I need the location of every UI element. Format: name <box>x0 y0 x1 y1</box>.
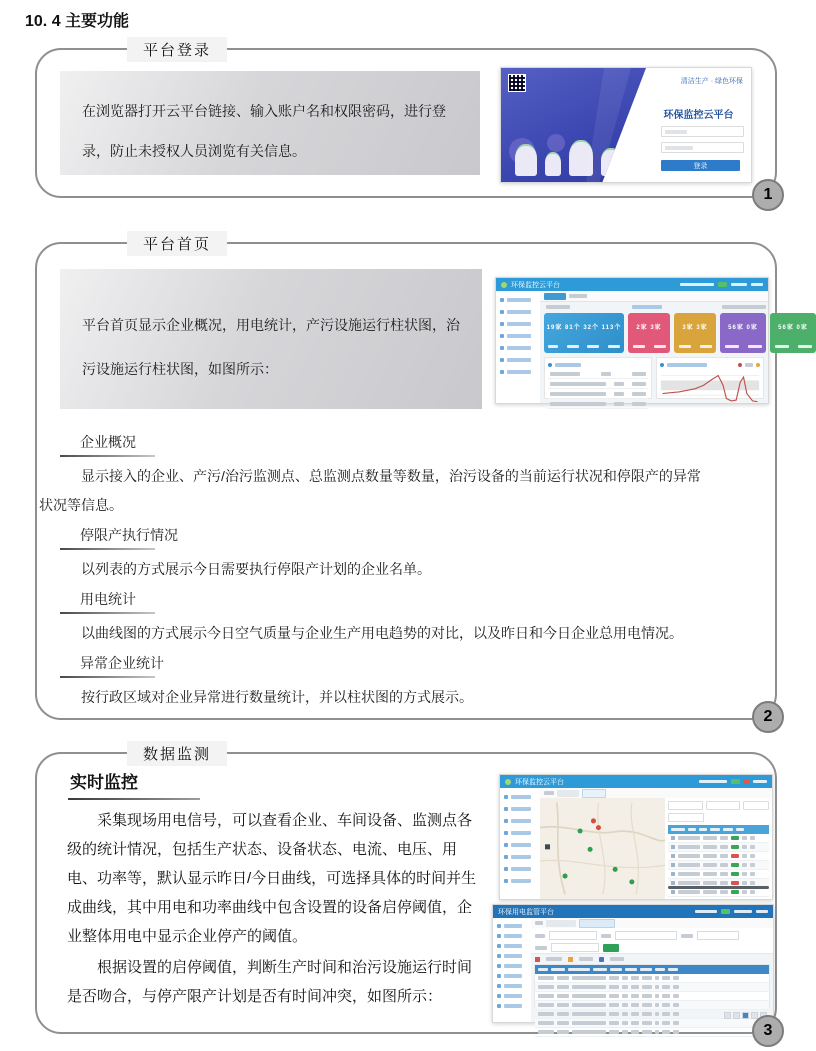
table-row <box>668 888 769 897</box>
shutdown-list-panel <box>544 357 652 399</box>
enterprise-select <box>615 931 677 940</box>
row-index <box>671 845 675 849</box>
heading-underline <box>60 676 155 678</box>
shutdown-labels <box>628 345 670 348</box>
sidebar-item <box>496 366 540 378</box>
status-chip <box>731 890 739 894</box>
row-index <box>671 890 675 894</box>
sidebar-item-text <box>504 964 522 968</box>
sidebar-item-text <box>511 855 531 859</box>
login-slogan: 清洁生产 · 绿色环保 <box>680 78 743 85</box>
placeholder-text <box>665 130 687 134</box>
sidebar-item <box>493 921 531 931</box>
section-header-text <box>546 305 570 309</box>
sidebar-item-icon <box>504 879 508 883</box>
sidebar-item-text <box>511 819 531 823</box>
sidebar-item-text <box>504 954 522 958</box>
table-row <box>668 861 769 870</box>
subsection-text: 以曲线图的方式展示今日空气质量与企业生产用电趋势的对比，以及昨日和今日企业总用电情况。 <box>81 625 683 641</box>
legend-dot-red <box>738 363 742 367</box>
marker-red <box>591 818 596 823</box>
realtime-paragraph-2: 根据设置的启停阈值，判断生产时间和治污设施运行时间是否吻合，与停产限产计划是否有时间冲突，如图所示： <box>67 959 473 1005</box>
qr-code-icon <box>508 74 526 92</box>
sidebar-item-icon <box>504 867 508 871</box>
sidebar-item <box>493 941 531 951</box>
realtime-text <box>67 806 481 1013</box>
table-row <box>535 974 769 983</box>
sidebar-item <box>496 342 540 354</box>
filter-input <box>668 801 702 810</box>
table-row <box>535 1019 769 1028</box>
panel-title-text <box>667 363 707 367</box>
heading-underline <box>60 612 155 614</box>
legend-dot-orange <box>756 363 760 367</box>
type-select <box>697 931 739 940</box>
cooling-tower-illustration <box>545 152 561 176</box>
table-appbar <box>493 905 773 918</box>
page-button <box>733 1012 740 1019</box>
sidebar-item-icon <box>500 298 504 302</box>
sidebar-item <box>500 839 540 851</box>
sidebar-item <box>496 354 540 366</box>
legend-red <box>535 957 540 962</box>
realtime-heading: 实时监控 <box>70 773 138 792</box>
table-app-title: 环保用电监管平台 <box>498 908 554 916</box>
table-row <box>668 834 769 843</box>
section-login-label: 平台登录 <box>127 37 227 62</box>
marker-dark <box>545 844 550 849</box>
sidebar-item-text <box>511 795 531 799</box>
date-input <box>549 931 597 940</box>
table-row <box>535 983 769 992</box>
login-summary-block <box>60 71 480 175</box>
subsection-text: 按行政区域对企业异常进行数量统计，并以柱状图的方式展示。 <box>81 689 473 705</box>
sidebar-item <box>496 330 540 342</box>
login-screenshot <box>500 67 752 183</box>
list-item <box>548 399 648 409</box>
section-monitoring-label: 数据监测 <box>127 741 227 766</box>
dashboard-screenshot <box>495 277 808 404</box>
sidebar-item-icon <box>504 819 508 823</box>
stat-card-treat-facility <box>770 313 816 353</box>
row-index <box>671 836 675 840</box>
table-filter-area <box>531 928 773 954</box>
sidebar-item <box>500 803 540 815</box>
table-sidebar <box>493 918 532 1022</box>
sidebar-item <box>500 875 540 887</box>
map-table-header <box>668 825 769 834</box>
panel-header <box>548 361 648 369</box>
sidebar-item-icon <box>497 994 501 998</box>
table-row <box>668 852 769 861</box>
map-filters-2 <box>668 813 769 822</box>
sidebar-item-icon <box>500 358 504 362</box>
sidebar-item-text <box>504 934 522 938</box>
app-logo-icon <box>501 282 507 288</box>
sidebar-item <box>496 306 540 318</box>
sidebar-item-text <box>507 310 531 314</box>
filter-row <box>535 931 769 940</box>
sidebar-item-text <box>511 867 531 871</box>
sidebar-item-icon <box>500 310 504 314</box>
sidebar-item-text <box>504 974 522 978</box>
table-row <box>668 843 769 852</box>
sidebar-item <box>500 827 540 839</box>
appbar-menu-text <box>751 283 763 286</box>
dashboard-tabbar <box>540 291 768 302</box>
list-header-row <box>548 369 648 379</box>
status-chip <box>731 836 739 840</box>
list-item <box>548 389 648 399</box>
section-number-badge: 3 <box>752 1015 784 1047</box>
table-row <box>535 1028 769 1037</box>
map-monitor-screenshot <box>499 774 773 900</box>
placeholder-text <box>665 146 693 150</box>
panel-header <box>660 361 760 369</box>
heading-underline <box>68 798 200 800</box>
map-app-title: 环保监控云平台 <box>515 778 564 786</box>
home-summary-block <box>60 269 482 409</box>
home-summary-text: 平台首页显示企业概况，用电统计，产污设施运行柱状图，治污设施运行柱状图，如图所示： <box>82 317 460 377</box>
panel-title-text <box>555 363 581 367</box>
map-roads <box>540 798 665 899</box>
filter-select <box>668 813 704 822</box>
sidebar-item-icon <box>500 346 504 350</box>
sidebar-item-text <box>507 346 531 350</box>
power-trend-chart <box>660 369 760 405</box>
page-title: 10. 4 主要功能 <box>25 13 130 30</box>
panel-icon <box>660 363 664 367</box>
tab-item-active <box>582 789 606 798</box>
alert-chip <box>744 779 749 784</box>
appbar-status-text <box>695 910 717 913</box>
sidebar-item-icon <box>497 984 501 988</box>
subsection-heading: 用电统计 <box>80 591 136 607</box>
sidebar-item <box>493 931 531 941</box>
map-canvas <box>540 798 665 899</box>
sidebar-item-text <box>507 322 531 326</box>
sidebar-item <box>493 951 531 961</box>
horizontal-scrollbar <box>668 886 769 889</box>
row-index <box>671 854 675 858</box>
sidebar-item-icon <box>497 924 501 928</box>
appbar-user-text <box>731 283 747 286</box>
section-header-text <box>632 305 662 309</box>
subsection-shutdown <box>37 526 767 584</box>
legend-orange <box>568 957 573 962</box>
decor-blob <box>547 134 565 152</box>
list-item <box>548 379 648 389</box>
table-row <box>535 992 769 1001</box>
shutdown-values: 2家 3家 <box>636 325 662 331</box>
marker-green <box>578 828 583 833</box>
sidebar-item-icon <box>504 795 508 799</box>
appbar-status-text <box>680 283 714 286</box>
sidebar-item-text <box>504 994 522 998</box>
data-table-screenshot <box>492 904 774 1023</box>
realtime-paragraph-1: 采集现场用电信号，可以查看企业、车间设备、监测点各级的统计情况，包括生产状态、设备状态、电流、电压、用电、功率等，默认显示昨日/今日曲线，可选择具体的时间并生成曲线，其中用电和功率曲线中包含设置的设备启停阈值，企业整体用电中显示企业停产的阈值。 <box>67 812 477 945</box>
subsection-text: 显示接入的企业、产污/治污监测点、总监测点数量等数量，治污设备的当前运行状况和停限产的异常状况等信息。 <box>39 468 701 513</box>
heading-underline <box>60 548 155 550</box>
password-field <box>661 142 744 153</box>
tab-item <box>557 790 579 797</box>
sidebar-item-text <box>504 984 522 988</box>
sidebar-item-text <box>504 924 522 928</box>
map-main <box>540 788 772 899</box>
dashboard-appbar <box>496 278 768 291</box>
section-platform-home <box>35 236 808 725</box>
dashboard-section-headers <box>544 305 764 312</box>
sidebar-item <box>493 1001 531 1011</box>
sidebar-item <box>493 981 531 991</box>
power-trend-panel <box>656 357 764 399</box>
sidebar-item <box>493 971 531 981</box>
tab-home <box>544 293 566 300</box>
tab-item-active <box>579 919 615 928</box>
subsection-heading: 异常企业统计 <box>80 655 164 671</box>
table-row <box>668 870 769 879</box>
sidebar-item-text <box>511 879 531 883</box>
subsection-abnormal <box>37 654 767 712</box>
sidebar-item-text <box>507 298 531 302</box>
sidebar-item-text <box>507 334 531 338</box>
sidebar-item-icon <box>497 954 501 958</box>
shutdown-list-rows <box>548 379 648 409</box>
treat-facility-values: 56家 0家 <box>778 325 808 331</box>
section-number-badge: 1 <box>752 179 784 211</box>
limit-values: 3家 3家 <box>682 325 708 331</box>
sidebar-item-text <box>511 843 531 847</box>
sidebar-item <box>493 991 531 1001</box>
sidebar-item-icon <box>497 964 501 968</box>
sidebar-item <box>500 815 540 827</box>
sidebar-item-icon <box>500 370 504 374</box>
sidebar-item-icon <box>497 944 501 948</box>
map-sidebar <box>500 788 541 899</box>
table-row <box>535 1001 769 1010</box>
sidebar-item-icon <box>497 1004 501 1008</box>
map-filters <box>668 801 769 810</box>
section-home-label: 平台首页 <box>127 231 227 256</box>
table-legend <box>535 956 624 962</box>
sidebar-item-icon <box>504 855 508 859</box>
username-field <box>661 126 744 137</box>
appbar-user-text <box>734 910 752 913</box>
stat-cards <box>544 313 808 353</box>
data-table <box>534 964 770 1008</box>
status-chip <box>721 909 730 914</box>
dashboard-sidebar <box>496 291 541 403</box>
legend-blue <box>599 957 604 962</box>
sidebar-item-text <box>504 944 522 948</box>
section-data-monitoring <box>35 746 777 1039</box>
subsection-heading: 企业概况 <box>80 434 136 450</box>
query-button <box>603 944 619 952</box>
table-rows <box>535 974 769 1037</box>
sidebar-item-icon <box>504 831 508 835</box>
login-platform-title: 环保监控云平台 <box>663 110 734 121</box>
table-main <box>531 918 773 1022</box>
row-index <box>671 872 675 876</box>
status-chip <box>731 779 740 784</box>
status-chip <box>731 872 739 876</box>
filter-select <box>743 801 769 810</box>
subsection-text: 以列表的方式展示今日需要执行停限产计划的企业名单。 <box>81 561 431 577</box>
heading-underline <box>60 455 155 457</box>
sidebar-item <box>500 851 540 863</box>
status-chip <box>731 845 739 849</box>
tab-label <box>569 294 587 298</box>
dashboard-app-title: 环保监控云平台 <box>511 281 560 289</box>
produce-facility-labels <box>720 345 766 348</box>
status-chip <box>731 863 739 867</box>
section-number-badge: 2 <box>752 701 784 733</box>
sidebar-item <box>500 863 540 875</box>
sidebar-item <box>500 791 540 803</box>
sidebar-item-icon <box>500 322 504 326</box>
page-button-active <box>742 1012 749 1019</box>
status-chip <box>731 881 739 885</box>
treat-facility-labels <box>770 345 816 348</box>
sidebar-item-icon <box>500 334 504 338</box>
map-table-panel <box>665 798 772 899</box>
subsection-power <box>37 590 767 648</box>
section-header-text <box>722 305 766 309</box>
time-input <box>551 943 599 952</box>
map-appbar <box>500 775 772 788</box>
filter-select <box>706 801 740 810</box>
appbar-menu-text <box>756 910 768 913</box>
sidebar-item-icon <box>497 974 501 978</box>
cooling-tower-illustration <box>515 144 537 176</box>
sidebar-item-text <box>511 807 531 811</box>
appbar-status-text <box>699 780 727 783</box>
sidebar-item-text <box>507 358 531 362</box>
filter-row-2 <box>535 943 769 952</box>
sidebar-item <box>496 318 540 330</box>
overview-labels <box>544 345 624 348</box>
section-platform-login <box>35 42 777 203</box>
appbar-user-text <box>753 780 767 783</box>
stat-card-shutdown <box>628 313 670 353</box>
stat-card-limit <box>674 313 716 353</box>
sidebar-item-icon <box>497 934 501 938</box>
table-header <box>535 965 769 974</box>
sidebar-item <box>496 294 540 306</box>
dashboard-panels <box>544 357 764 399</box>
limit-labels <box>674 345 716 348</box>
overview-values: 19家 81个 32个 113个 <box>546 325 622 331</box>
app-logo-icon <box>505 779 511 785</box>
tab-item <box>546 920 576 927</box>
sidebar-item-text <box>511 831 531 835</box>
panel-icon <box>548 363 552 367</box>
row-index <box>671 863 675 867</box>
row-index <box>671 881 675 885</box>
sidebar-item-text <box>504 1004 522 1008</box>
stat-card-overview <box>544 313 624 353</box>
status-chip <box>731 854 739 858</box>
sidebar-item-icon <box>504 843 508 847</box>
stat-card-produce-facility <box>720 313 766 353</box>
status-chip <box>718 282 727 287</box>
home-subsections <box>37 427 767 717</box>
dashboard-main <box>540 291 808 403</box>
login-summary-text: 在浏览器打开云平台链接、输入账户名和权限密码，进行登录，防止未授权人员浏览有关信息。 <box>82 103 446 159</box>
sidebar-item-text <box>507 370 531 374</box>
sidebar-item <box>493 961 531 971</box>
page-button <box>724 1012 731 1019</box>
sidebar-item-icon <box>504 807 508 811</box>
subsection-heading: 停限产执行情况 <box>80 527 178 543</box>
subsection-overview <box>37 433 767 520</box>
login-button: 登录 <box>661 160 740 171</box>
produce-facility-values: 56家 0家 <box>728 325 758 331</box>
